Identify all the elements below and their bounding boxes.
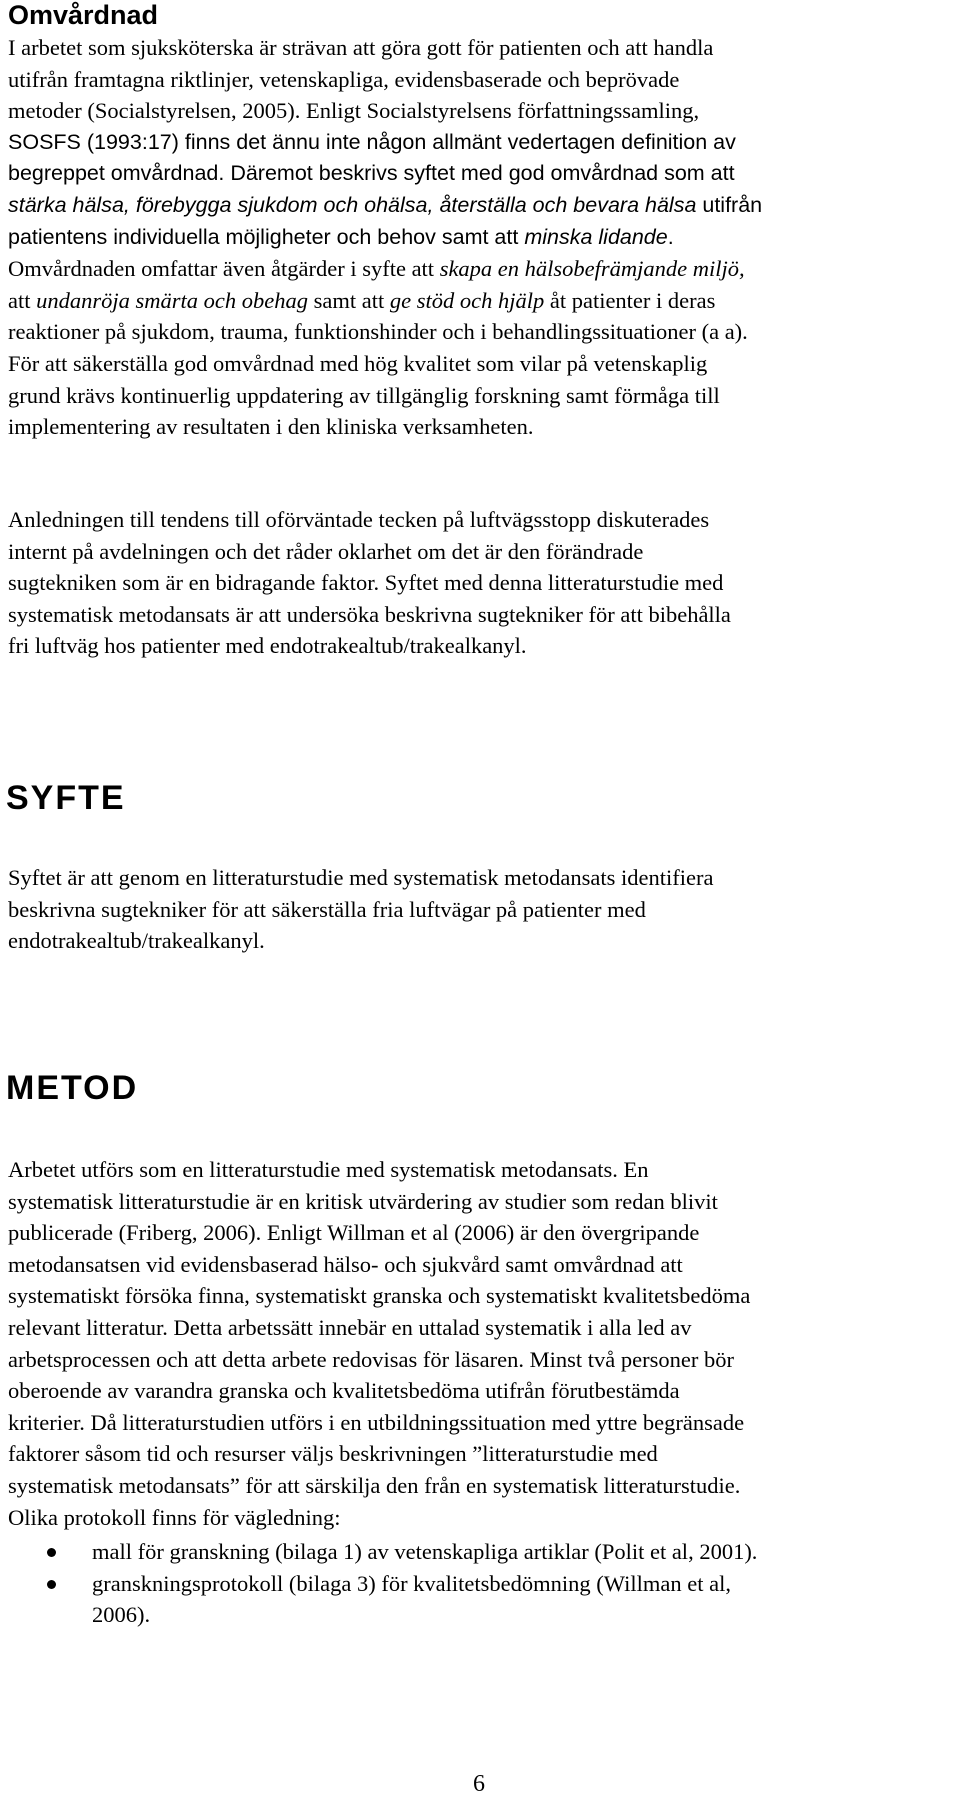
- paragraph-metod: [8, 1154, 958, 1533]
- paragraph-syfte: [8, 862, 958, 957]
- text-line: utifrån framtagna riktlinjer, vetenskapliga, evidensbaserade och beprövade: [8, 66, 680, 92]
- paragraph-anledning: [8, 504, 958, 662]
- italic-phrase: skapa en hälsobefrämjande miljö,: [439, 256, 745, 282]
- text-line: [8, 222, 958, 254]
- text-line: Arbetet utförs som en litteraturstudie med systematisk metodansats. En: [8, 1157, 649, 1182]
- protocol-list: [0, 1536, 960, 1631]
- text-line: relevant litteratur. Detta arbetssätt innebär en uttalad systematik i alla led av: [8, 1314, 692, 1340]
- italic-phrase: undanröja smärta och obehag: [36, 287, 308, 313]
- text-line: publicerade (Friberg, 2006). Enligt Willman et al (2006) är den övergripande: [8, 1220, 700, 1246]
- text-line: sugtekniken som är en bidragande faktor. Syftet med denna litteraturstudie med: [8, 570, 724, 596]
- heading-metod: METOD: [6, 1069, 139, 1107]
- text-line: reaktioner på sjukdom, trauma, funktionshinder och i behandlingssituationer (a a).: [8, 319, 748, 345]
- text-line: oberoende av varandra granska och kvalitetsbedöma utifrån förutbestämda: [8, 1378, 680, 1404]
- text-line: internt på avdelningen och det råder oklarhet om det är den förändrade: [8, 538, 644, 564]
- text-line: [8, 190, 958, 222]
- list-item: [0, 1568, 960, 1631]
- bullet-icon: [47, 1580, 56, 1589]
- heading-syfte: SYFTE: [6, 779, 126, 817]
- text-line: SOSFS (1993:17) finns det ännu inte någon allmänt vedertagen definition av: [8, 129, 736, 154]
- text-line: kriterier. Då litteraturstudien utförs i en utbildningssituation med yttre begränsade: [8, 1409, 745, 1435]
- italic-phrase: ge stöd och hjälp: [389, 287, 545, 313]
- list-item-text: granskningsprotokoll (bilaga 3) för kvalitetsbedömning (Willman et al,: [92, 1570, 731, 1596]
- list-item-text: mall för granskning (bilaga 1) av vetenskapliga artiklar (Polit et al, 2001).: [92, 1539, 758, 1564]
- text-line: arbetsprocessen och att detta arbete redovisas för läsaren. Minst två personer bör: [8, 1346, 734, 1372]
- text-line: beskrivna sugtekniker för att säkerställa fria luftvägar på patienter med: [8, 896, 646, 922]
- text-line: Syftet är att genom en litteraturstudie med systematisk metodansats identifiera: [8, 865, 714, 890]
- text-segment: patientens individuella möjligheter och behov samt att: [8, 224, 525, 249]
- text-line: systematisk metodansats” för att särskilja den från en systematisk litteraturstudie.: [8, 1472, 741, 1498]
- text-line: Anledningen till tendens till oförväntade tecken på luftvägsstopp diskuterades: [8, 507, 710, 532]
- text-line: implementering av resultaten i den kliniska verksamheten.: [8, 414, 534, 440]
- list-item-text: 2006).: [92, 1602, 151, 1628]
- paragraph-omvardnad: [8, 32, 958, 443]
- text-segment: att: [8, 287, 37, 313]
- text-segment: Omvårdnaden omfattar även åtgärder i syfte att: [8, 256, 440, 282]
- heading-omvardnad: Omvårdnad: [8, 0, 159, 30]
- text-segment: åt patienter i deras: [544, 287, 716, 313]
- text-line: metoder (Socialstyrelsen, 2005). Enligt Socialstyrelsens författningssamling,: [8, 98, 700, 124]
- italic-phrase: stärka hälsa, förebygga sjukdom och ohälsa, återställa och bevara hälsa: [8, 192, 697, 217]
- italic-phrase: minska lidande: [524, 224, 668, 249]
- text-line: faktorer såsom tid och resurser väljs beskrivningen ”litteraturstudie med: [8, 1441, 658, 1467]
- text-line: Olika protokoll finns för vägledning:: [8, 1504, 341, 1530]
- text-segment: utifrån: [696, 192, 763, 217]
- bullet-icon: [47, 1548, 56, 1557]
- page-number: 6: [473, 1771, 485, 1797]
- list-item: [0, 1536, 960, 1568]
- text-line: begreppet omvårdnad. Däremot beskrivs syftet med god omvårdnad som att: [8, 161, 735, 186]
- text-line: metodansatsen vid evidensbaserad hälso- och sjukvård samt omvårdnad att: [8, 1251, 683, 1277]
- text-segment: samt att: [308, 287, 390, 313]
- text-segment: .: [667, 224, 674, 249]
- text-line: systematiskt försöka finna, systematiskt granska och systematiskt kvalitetsbedöma: [8, 1283, 751, 1309]
- text-line: För att säkerställa god omvårdnad med hög kvalitet som vilar på vetenskaplig: [8, 350, 708, 376]
- text-line: grund krävs kontinuerlig uppdatering av tillgänglig forskning samt förmåga till: [8, 382, 720, 408]
- text-line: [8, 285, 958, 317]
- text-line: I arbetet som sjuksköterska är strävan att göra gott för patienten och att handla: [8, 35, 714, 60]
- text-line: endotrakealtub/trakealkanyl.: [8, 928, 265, 954]
- text-line: fri luftväg hos patienter med endotrakealtub/trakealkanyl.: [8, 633, 527, 659]
- text-line: systematisk metodansats är att undersöka beskrivna sugtekniker för att bibehålla: [8, 601, 731, 627]
- text-line: [8, 253, 958, 285]
- text-line: systematisk litteraturstudie är en kritisk utvärdering av studier som redan blivit: [8, 1188, 718, 1214]
